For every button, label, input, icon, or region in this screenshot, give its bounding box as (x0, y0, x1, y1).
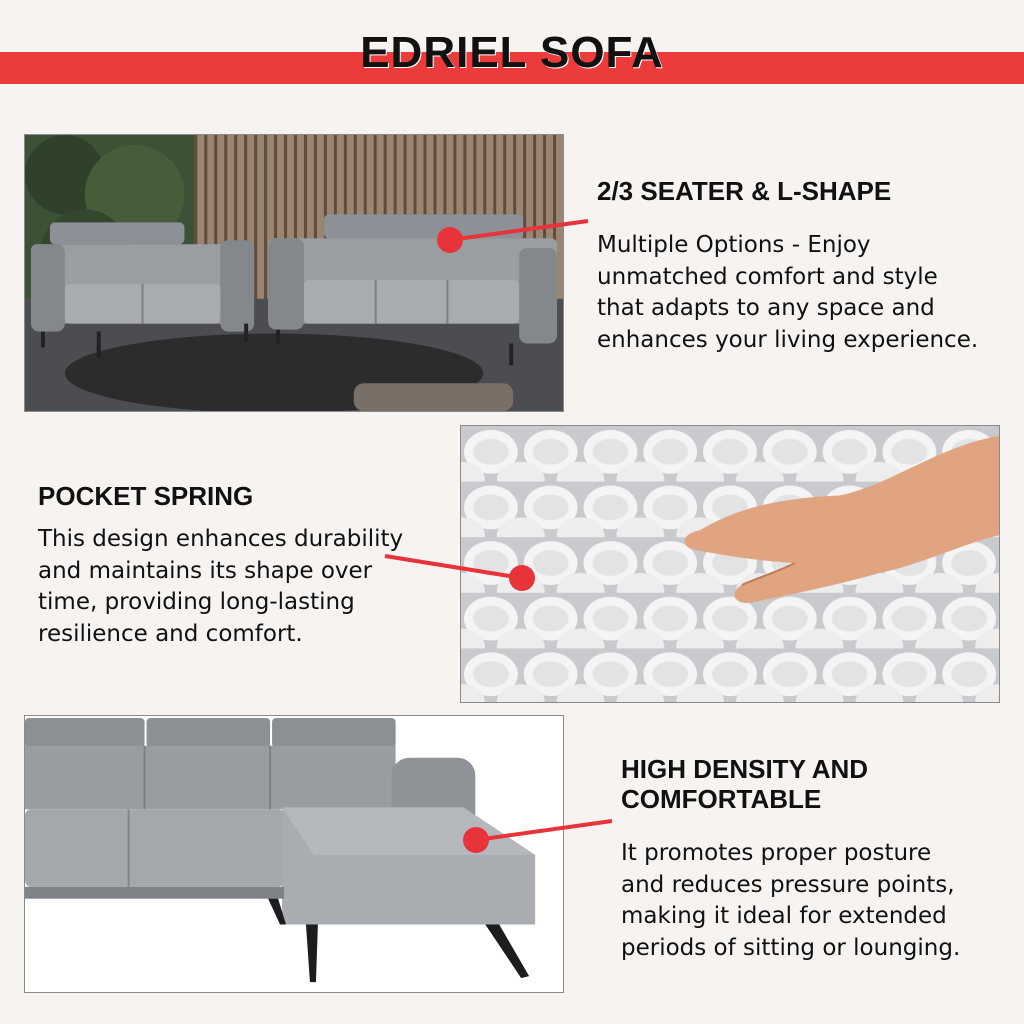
description-line: and maintains its shape over (38, 557, 373, 584)
page-title: EDRIEL SOFA (360, 28, 664, 77)
feature-heading-seater: 2/3 SEATER & L-SHAPE (597, 176, 892, 206)
description-line: and reduces pressure points, (621, 871, 955, 898)
heading-line: HIGH DENSITY AND (621, 754, 869, 784)
description-line: Multiple Options - Enjoy (597, 232, 871, 258)
feature-heading-pocket-spring: POCKET SPRING (38, 481, 254, 511)
description-line: enhances your living experience. (597, 326, 979, 353)
description-line: that adapts to any space and (597, 295, 935, 321)
l-shape-sofa-photo (24, 715, 564, 993)
description-line: making it ideal for extended (621, 903, 947, 929)
living-room-sofa-photo (24, 134, 564, 412)
heading-line: COMFORTABLE (621, 784, 822, 814)
description-line: periods of sitting or lounging. (621, 934, 961, 961)
feature-heading-high-density (621, 754, 868, 814)
pocket-spring-photo (460, 425, 1000, 703)
description-line: unmatched comfort and style (597, 263, 938, 290)
feature-description-pocket-spring (38, 524, 403, 650)
feature-description-high-density (621, 838, 960, 964)
feature-description-seater (597, 230, 978, 356)
description-line: resilience and comfort. (38, 620, 303, 647)
description-line: This design enhances durability (38, 526, 404, 552)
description-line: time, providing long-lasting (38, 589, 355, 615)
description-line: It promotes proper posture (621, 840, 932, 866)
